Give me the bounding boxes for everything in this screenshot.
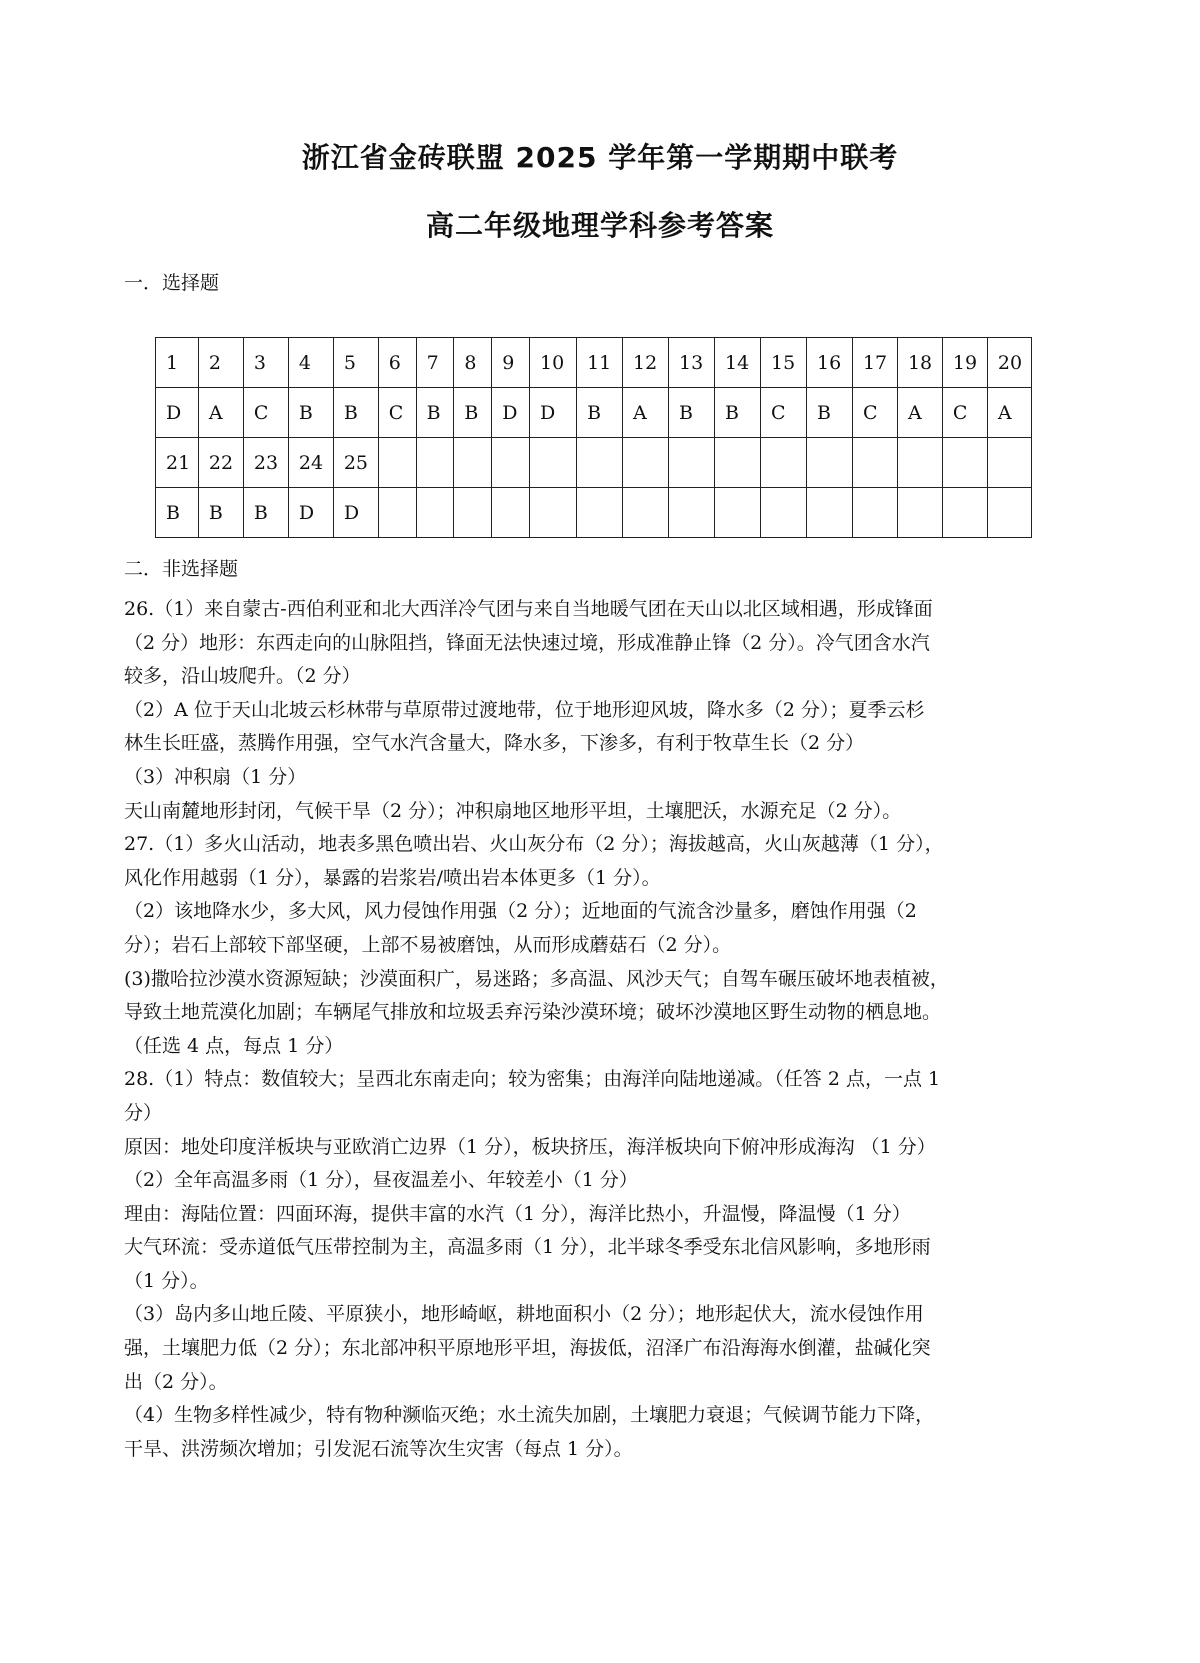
answer-cell: A — [987, 388, 1031, 438]
question-number-cell — [416, 438, 454, 488]
answer-text-line: （4）生物多样性减少，特有物种濒临灭绝；水土流失加剧，土壤肥力衰退；气候调节能力下降， — [124, 1404, 935, 1427]
answer-text-line: （3）冲积扇（1 分） — [124, 765, 307, 788]
answer-cell: D — [333, 488, 378, 538]
answer-text-line: （3）岛内多山地丘陵、平原狭小，地形崎岖，耕地面积小（2 分）；地形起伏大，流水侵蚀作用 — [124, 1303, 924, 1326]
question-number-cell — [806, 438, 852, 488]
question-number-cell: 5 — [333, 338, 378, 388]
question-number-cell — [669, 438, 715, 488]
answer-cell: B — [806, 388, 852, 438]
answer-cell: B — [577, 388, 623, 438]
answer-cell: B — [715, 388, 761, 438]
question-number-cell: 10 — [530, 338, 577, 388]
question-number-cell — [761, 438, 807, 488]
answer-text-line: 大气环流：受赤道低气压带控制为主，高温多雨（1 分），北半球冬季受东北信风影响，多地形雨 — [124, 1236, 931, 1259]
answer-text-line: 27.（1）多火山活动，地表多黑色喷出岩、火山灰分布（2 分）；海拔越高，火山灰越薄（1 分）， — [124, 833, 944, 856]
answer-cell — [378, 488, 416, 538]
answer-cell: C — [761, 388, 807, 438]
answer-cell — [987, 488, 1031, 538]
answer-cell — [942, 488, 987, 538]
answer-text-line: （任选 4 点，每点 1 分） — [124, 1034, 344, 1057]
question-number-cell — [942, 438, 987, 488]
answer-cell: A — [198, 388, 243, 438]
question-number-cell: 8 — [454, 338, 492, 388]
answer-text-line: 林生长旺盛，蒸腾作用强，空气水汽含量大，降水多，下渗多，有利于牧草生长（2 分） — [124, 732, 865, 755]
answer-cell — [416, 488, 454, 538]
question-number-cell — [897, 438, 942, 488]
answer-text-line: 分）；岩石上部较下部坚硬，上部不易被磨蚀，从而形成蘑菇石（2 分）。 — [124, 933, 732, 956]
answer-text-line: （2）全年高温多雨（1 分），昼夜温差小、年较差小（1 分） — [124, 1169, 638, 1192]
question-number-cell — [492, 438, 530, 488]
answer-cell — [530, 488, 577, 538]
answer-text-line: 28.（1）特点：数值较大；呈西北东南走向；较为密集；由海洋向陆地递减。（任答 2 点，一点 1 — [124, 1068, 941, 1091]
answer-text-line: 较多，沿山坡爬升。（2 分） — [124, 665, 361, 688]
question-number-cell: 12 — [623, 338, 669, 388]
question-number-cell — [378, 438, 416, 488]
answer-cell — [897, 488, 942, 538]
answer-cell — [715, 488, 761, 538]
question-number-cell: 11 — [577, 338, 623, 388]
answer-cell — [577, 488, 623, 538]
question-number-cell: 22 — [198, 438, 243, 488]
answer-cell: B — [198, 488, 243, 538]
answer-cell: D — [530, 388, 577, 438]
question-number-cell: 19 — [942, 338, 987, 388]
answer-cell: B — [454, 388, 492, 438]
answer-cell — [806, 488, 852, 538]
answer-text-line: 出（2 分）。 — [124, 1370, 228, 1393]
answer-text-line: 理由：海陆位置：四面环海，提供丰富的水汽（1 分），海洋比热小，升温慢，降温慢（1 分） — [124, 1202, 911, 1225]
answer-row — [156, 388, 1032, 438]
answer-cell — [623, 488, 669, 538]
question-number-cell: 15 — [761, 338, 807, 388]
question-number-cell: 6 — [378, 338, 416, 388]
document-subtitle: 高二年级地理学科参考答案 — [425, 209, 774, 242]
question-number-cell: 21 — [156, 438, 199, 488]
answer-cell: B — [288, 388, 333, 438]
answer-text-line: 原因：地处印度洋板块与亚欧消亡边界（1 分），板块挤压，海洋板块向下俯冲形成海沟 （1 分） — [124, 1135, 936, 1158]
question-number-cell: 23 — [243, 438, 288, 488]
answer-text-line: 强，土壤肥力低（2 分）；东北部冲积平原地形平坦，海拔低，沼泽广布沿海海水倒灌，盐碱化突 — [124, 1337, 931, 1360]
question-number-cell — [852, 438, 897, 488]
answer-table — [155, 337, 1032, 538]
answer-cell: A — [623, 388, 669, 438]
answer-text-line: 26.（1）来自蒙古-西伯利亚和北大西洋冷气团与来自当地暖气团在天山以北区域相遇，形成锋面 — [124, 598, 933, 620]
question-number-cell: 20 — [987, 338, 1031, 388]
question-number-cell: 16 — [806, 338, 852, 388]
answer-row — [156, 488, 1032, 538]
answer-text-line: （2 分）地形：东西走向的山脉阻挡，锋面无法快速过境，形成准静止锋（2 分）。冷气团含水汽 — [124, 631, 930, 654]
section-heading-nonchoice: 二．非选择题 — [124, 558, 239, 580]
answer-text-line: 分） — [124, 1101, 163, 1124]
answer-cell: A — [897, 388, 942, 438]
question-number-row — [156, 438, 1032, 488]
answer-text-line: （2）该地降水少，多大风，风力侵蚀作用强（2 分）；近地面的气流含沙量多，磨蚀作用强（2 — [124, 900, 917, 923]
question-number-cell: 13 — [669, 338, 715, 388]
question-number-cell: 9 — [492, 338, 530, 388]
answer-text-line: （1 分）。 — [124, 1269, 209, 1292]
answer-text-body — [124, 593, 1084, 1466]
answer-text-line: (3)撒哈拉沙漠水资源短缺；沙漠面积广，易迷路；多高温、风沙天气；自驾车碾压破坏地表植被， — [124, 967, 949, 990]
question-number-cell: 4 — [288, 338, 333, 388]
answer-cell — [761, 488, 807, 538]
question-number-cell — [715, 438, 761, 488]
answer-cell: B — [156, 488, 199, 538]
answer-cell: D — [156, 388, 199, 438]
document-title: 浙江省金砖联盟 2025 学年第一学期期中联考 — [301, 141, 899, 174]
question-number-cell — [530, 438, 577, 488]
section-heading-choice: 一．选择题 — [124, 272, 220, 294]
answer-cell: B — [416, 388, 454, 438]
answer-cell: C — [852, 388, 897, 438]
answer-cell: B — [669, 388, 715, 438]
question-number-cell: 1 — [156, 338, 199, 388]
answer-cell — [669, 488, 715, 538]
answer-text-line: 天山南麓地形封闭，气候干旱（2 分）；冲积扇地区地形平坦，土壤肥沃，水源充足（2 分）。 — [124, 799, 902, 822]
question-number-cell — [454, 438, 492, 488]
answer-text-line: （2）A 位于天山北坡云杉林带与草原带过渡地带，位于地形迎风坡，降水多（2 分）；夏季云杉 — [124, 698, 925, 721]
question-number-cell: 2 — [198, 338, 243, 388]
question-number-cell: 24 — [288, 438, 333, 488]
answer-cell: D — [288, 488, 333, 538]
answer-cell — [492, 488, 530, 538]
answer-text-line: 导致土地荒漠化加剧；车辆尾气排放和垃圾丢弃污染沙漠环境；破坏沙漠地区野生动物的栖息地。 — [124, 1001, 942, 1024]
answer-cell: C — [243, 388, 288, 438]
question-number-cell: 25 — [333, 438, 378, 488]
answer-cell: C — [378, 388, 416, 438]
answer-cell — [454, 488, 492, 538]
answer-cell: D — [492, 388, 530, 438]
answer-cell: B — [243, 488, 288, 538]
question-number-cell: 18 — [897, 338, 942, 388]
question-number-cell: 17 — [852, 338, 897, 388]
answer-text-line: 风化作用越弱（1 分），暴露的岩浆岩/喷出岩本体更多（1 分）。 — [124, 866, 661, 889]
question-number-cell — [987, 438, 1031, 488]
question-number-cell: 3 — [243, 338, 288, 388]
question-number-cell: 14 — [715, 338, 761, 388]
question-number-cell — [577, 438, 623, 488]
question-number-cell — [623, 438, 669, 488]
question-number-cell: 7 — [416, 338, 454, 388]
answer-cell: B — [333, 388, 378, 438]
answer-cell: C — [942, 388, 987, 438]
answer-text-line: 干旱、洪涝频次增加；引发泥石流等次生灾害（每点 1 分）。 — [124, 1437, 633, 1460]
answer-cell — [852, 488, 897, 538]
question-number-row — [156, 338, 1032, 388]
